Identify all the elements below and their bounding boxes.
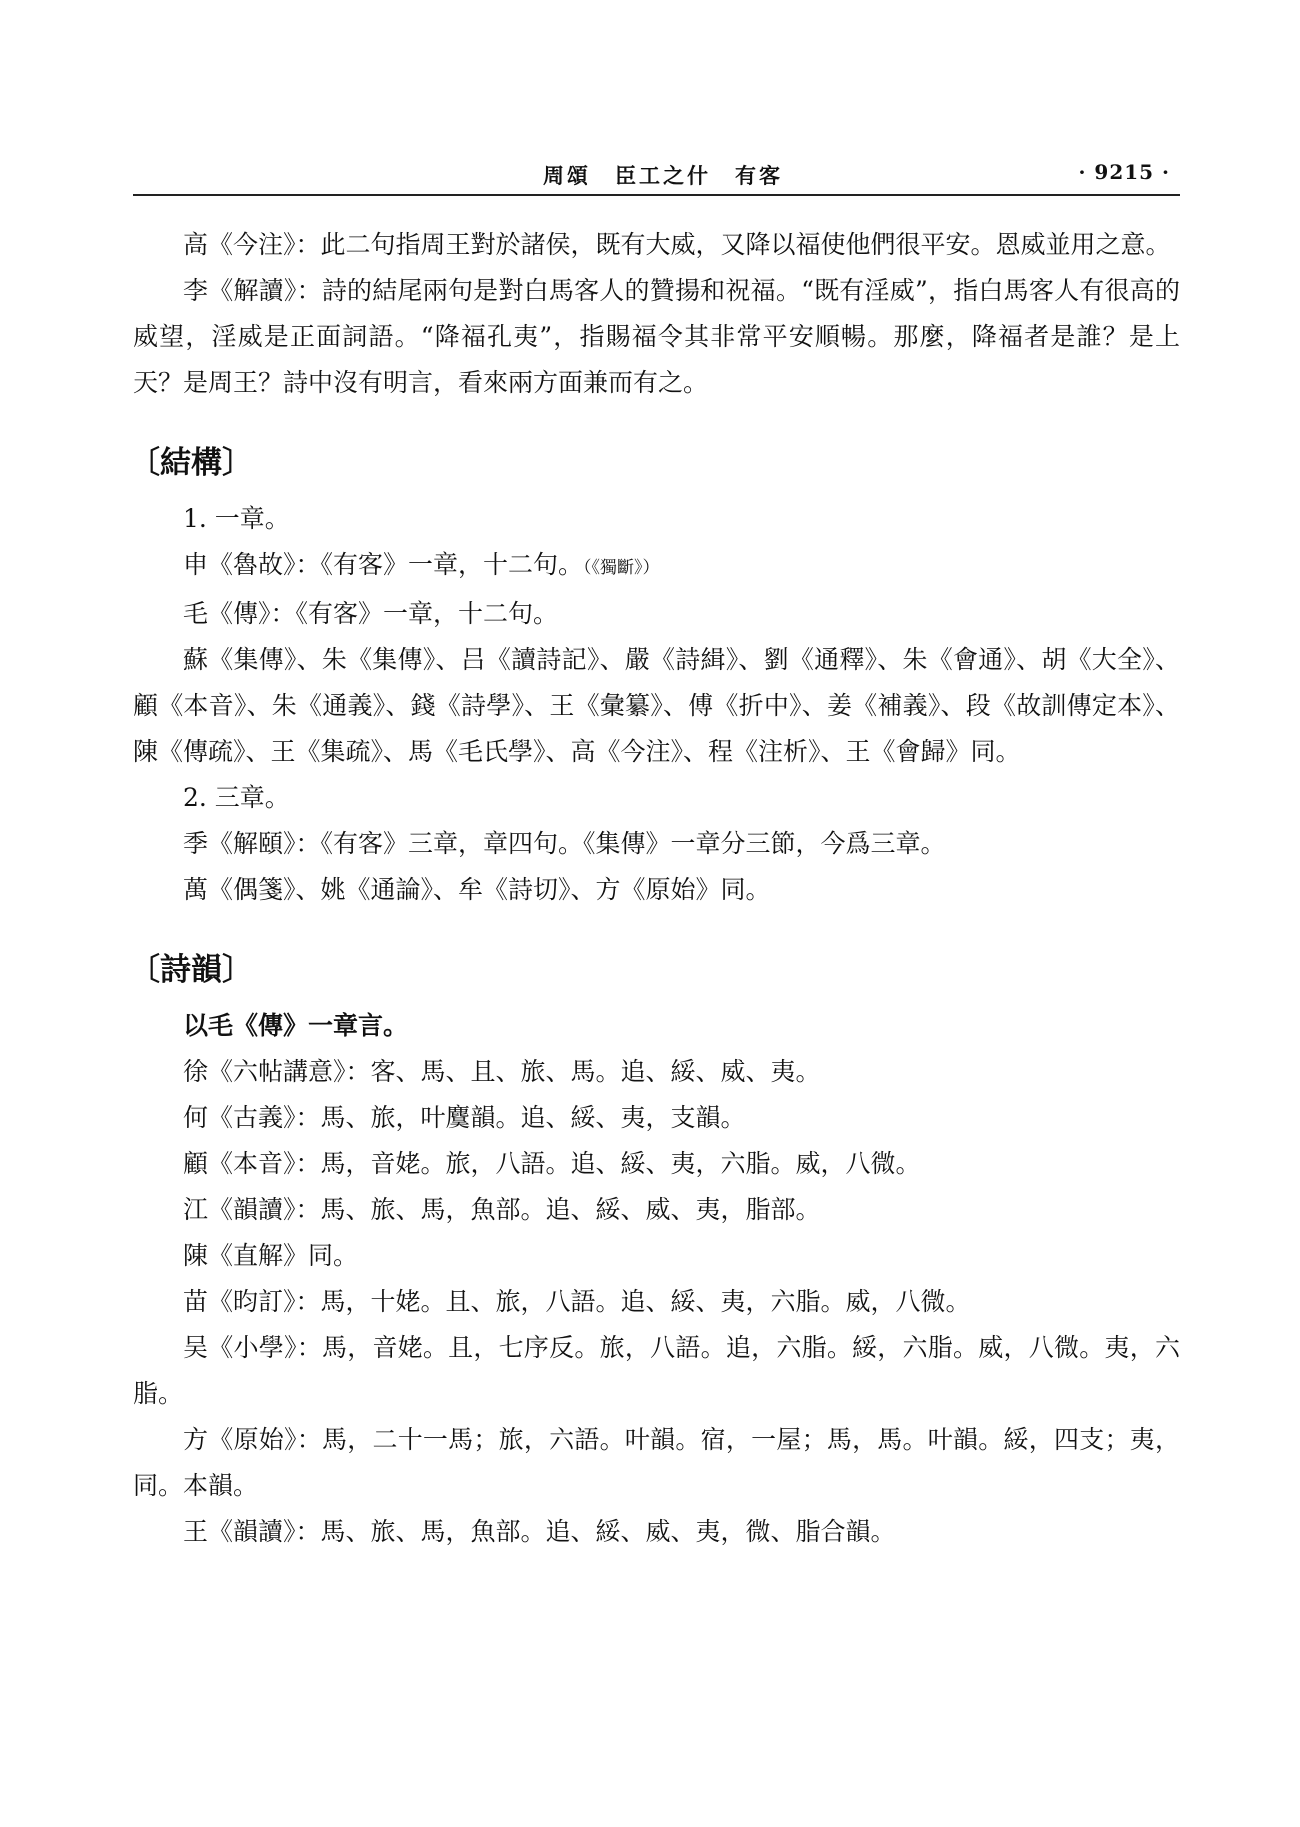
structure-list-1: 蘇《集傳》、朱《集傳》、吕《讀詩記》、嚴《詩緝》、劉《通釋》、朱《會通》、胡《大全》、顧《本音》、朱《通義》、錢《詩學》、王《彙纂》、傅《折中》、姜《補義》、段《故訓傳定本》、陳《傳疏》、王《集疏》、馬《毛氏學》、高《今注》、程《注析》、王《會歸》同。 bbox=[133, 645, 1180, 766]
section-heading-rhyme: 〔詩韻〕 bbox=[129, 952, 253, 988]
rhyme-entry: 吴《小學》：馬，音姥。且，七序反。旅，八語。追，六脂。綏，六脂。威，八微。夷，六脂。 bbox=[133, 1333, 1180, 1408]
structure-shen-main: 申《魯故》：《有客》一章，十二句。 bbox=[183, 550, 584, 579]
structure-item-1: 1. 一章。 bbox=[183, 504, 290, 533]
rhyme-entry: 王《韻讀》：馬、旅、馬，魚部。追、綏、威、夷，微、脂合韻。 bbox=[183, 1517, 896, 1546]
rhyme-entry: 苗《昀訂》：馬，十姥。且、旅，八語。追、綏、夷，六脂。威，八微。 bbox=[183, 1287, 971, 1316]
structure-item-2: 2. 三章。 bbox=[183, 783, 290, 812]
page-number: · 9215 · bbox=[1078, 160, 1170, 184]
commentary-li: 李《解讀》：詩的結尾兩句是對白馬客人的贊揚和祝福。“既有淫威”，指白馬客人有很高的威望，淫威是正面詞語。“降福孔夷”，指賜福令其非常平安順暢。那麼，降福者是誰？是上天？是周王？詩中沒有明言，看來兩方面兼而有之。 bbox=[133, 276, 1180, 397]
commentary-gao: 高《今注》：此二句指周王對於諸侯，既有大威，又降以福使他們很平安。恩威並用之意。 bbox=[183, 230, 1171, 259]
rhyme-entry: 徐《六帖講意》：客、馬、且、旅、馬。追、綏、威、夷。 bbox=[183, 1057, 821, 1086]
running-header bbox=[133, 160, 1180, 196]
rhyme-entry: 方《原始》：馬，二十一馬；旅，六語。叶韻。宿，一屋；馬，馬。叶韻。綏，四支；夷，同。本韻。 bbox=[133, 1425, 1180, 1500]
rhyme-intro: 以毛《傳》一章言。 bbox=[183, 1011, 409, 1040]
structure-mao: 毛《傳》：《有客》一章，十二句。 bbox=[183, 599, 559, 628]
section-heading-structure: 〔結構〕 bbox=[129, 445, 253, 481]
page-body bbox=[129, 222, 1180, 1555]
rhyme-entry: 陳《直解》同。 bbox=[183, 1241, 359, 1270]
structure-list-2: 萬《偶箋》、姚《通論》、牟《詩切》、方《原始》同。 bbox=[183, 875, 771, 904]
header-title: 周頌 臣工之什 有客 bbox=[543, 163, 783, 188]
rhyme-entry: 江《韻讀》：馬、旅、馬，魚部。追、綏、威、夷，脂部。 bbox=[183, 1195, 821, 1224]
structure-shen-note: （《獨斷》） bbox=[583, 558, 660, 578]
structure-ji: 季《解頤》：《有客》三章，章四句。《集傳》一章分三節，今爲三章。 bbox=[183, 829, 946, 858]
rhyme-entry: 顧《本音》：馬，音姥。旅，八語。追、綏、夷，六脂。威，八微。 bbox=[183, 1149, 921, 1178]
rhyme-entry: 何《古義》：馬、旅，叶麌韻。追、綏、夷，支韻。 bbox=[183, 1103, 746, 1132]
structure-shen bbox=[133, 542, 1180, 591]
